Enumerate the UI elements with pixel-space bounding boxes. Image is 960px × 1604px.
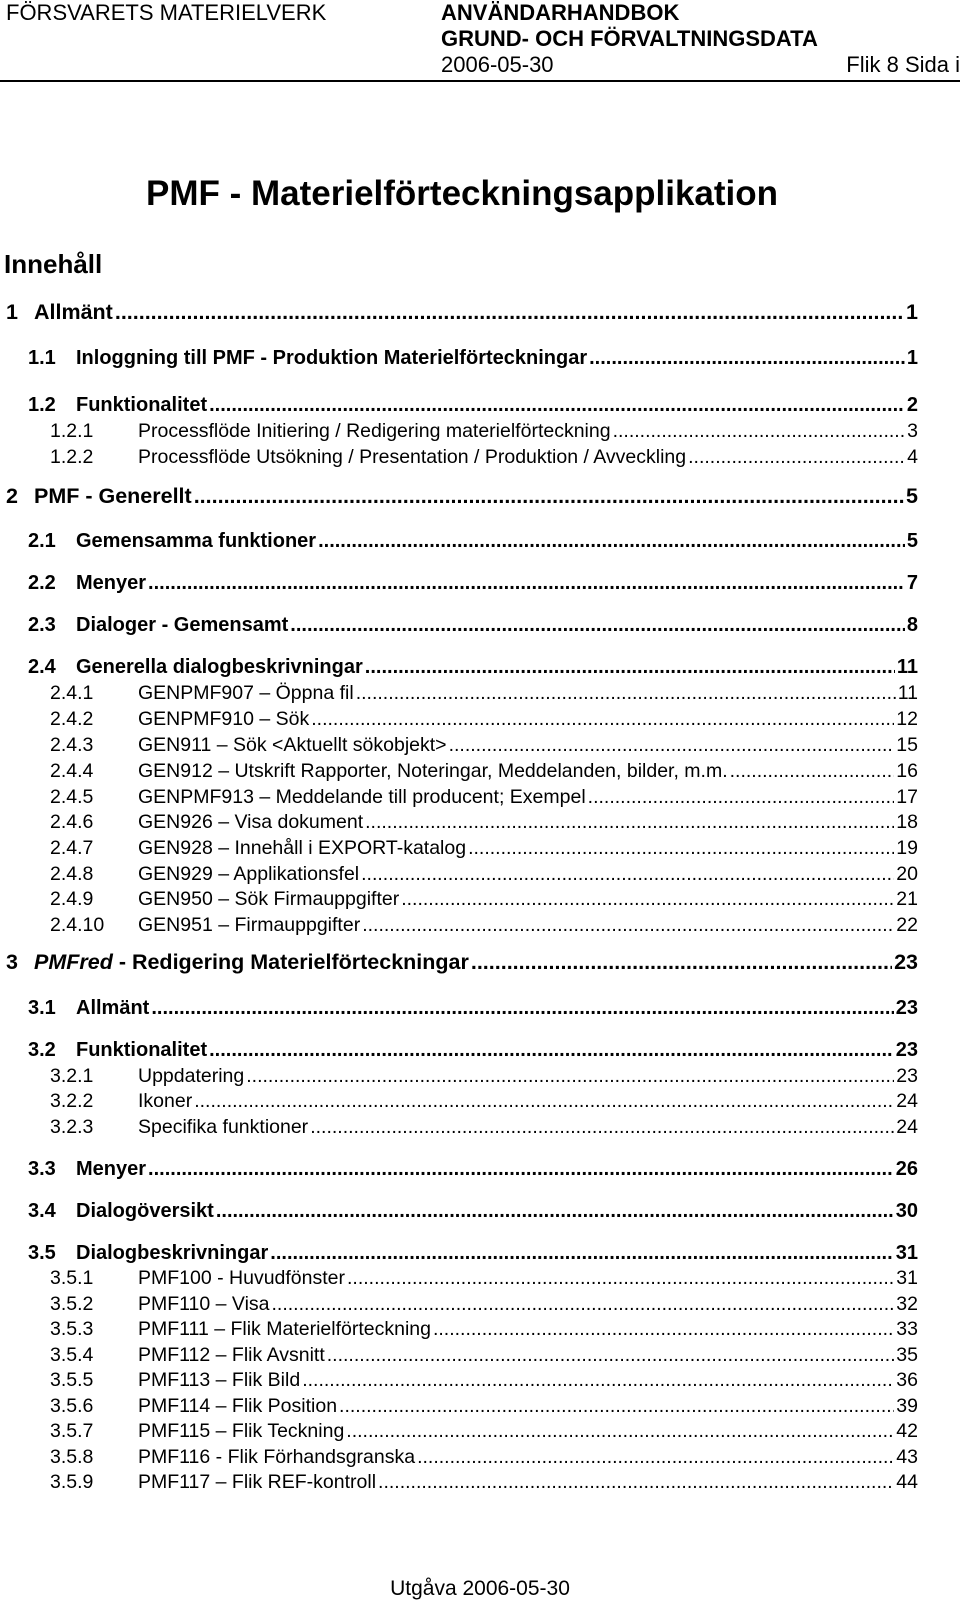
toc-title-text: GEN911 – Sök <Aktuellt sökobjekt> <box>138 734 447 756</box>
toc-page-number: 4 <box>907 446 918 468</box>
toc-title <box>34 950 469 975</box>
toc-number: 3.5.8 <box>50 1446 94 1468</box>
toc-leader-dots <box>216 1200 894 1223</box>
toc-title <box>76 614 288 637</box>
toc-leader-dots <box>688 446 905 469</box>
toc-number: 1.1 <box>28 347 56 369</box>
toc-page-number: 11 <box>896 656 918 678</box>
toc-page-number: 20 <box>896 863 918 885</box>
toc-number: 3.2.1 <box>50 1065 94 1087</box>
document-date: 2006-05-30 <box>441 52 554 77</box>
toc-title <box>76 1158 146 1181</box>
toc-title <box>138 1116 308 1139</box>
toc-title-text: GEN928 – Innehåll i EXPORT-katalog <box>138 837 467 859</box>
toc-page-number: 30 <box>895 1200 918 1222</box>
toc-title-text: Uppdatering <box>138 1065 245 1087</box>
toc-leader-dots <box>365 656 895 679</box>
toc-leader-dots <box>209 394 905 417</box>
toc-leader-dots <box>148 572 905 595</box>
toc-page-number: 7 <box>906 572 918 594</box>
toc-title <box>138 1471 376 1494</box>
toc-page-number: 21 <box>896 888 918 910</box>
toc-leader-dots <box>327 1344 895 1367</box>
toc-title <box>138 420 611 443</box>
document-title: PMF - Materielförteckningsapplikation <box>146 174 779 213</box>
toc-number: 3.5.9 <box>50 1471 94 1493</box>
page-footer: Utgåva 2006-05-30 <box>390 1577 570 1600</box>
toc-leader-dots <box>339 1395 894 1418</box>
toc-number: 2.4.7 <box>50 837 94 859</box>
toc-title <box>76 530 316 553</box>
toc-title <box>138 1318 431 1341</box>
toc-page-number: 1 <box>906 300 918 324</box>
toc-title <box>138 811 363 834</box>
toc-title <box>138 446 686 469</box>
toc-title <box>138 1369 300 1392</box>
toc-number: 3.3 <box>28 1158 56 1180</box>
toc-leader-dots <box>347 1267 894 1290</box>
toc-leader-dots <box>365 811 894 834</box>
toc-leader-dots <box>588 786 895 809</box>
toc-leader-dots <box>361 863 894 886</box>
toc-title <box>76 656 363 679</box>
toc-number: 2 <box>6 484 18 508</box>
toc-page-number: 31 <box>896 1267 918 1289</box>
toc-page-number: 3 <box>907 420 918 442</box>
toc-leader-dots <box>151 997 893 1020</box>
toc-leader-dots <box>471 950 892 975</box>
toc-page-number: 42 <box>896 1420 918 1442</box>
toc-number: 3.1 <box>28 997 56 1019</box>
toc-number: 2.4.3 <box>50 734 94 756</box>
toc-number: 3.2.2 <box>50 1090 94 1112</box>
toc-title-text: GEN950 – Sök Firmauppgifter <box>138 888 400 910</box>
toc-title-text: Allmänt <box>34 300 113 324</box>
toc-leader-dots <box>449 734 895 757</box>
toc-page-number: 8 <box>906 614 918 636</box>
toc-number: 3.2.3 <box>50 1116 94 1138</box>
toc-page-number: 11 <box>897 682 918 704</box>
toc-title-text: PMF117 – Flik REF-kontroll <box>138 1471 377 1493</box>
toc-title <box>138 1395 337 1418</box>
toc-leader-dots <box>346 1420 894 1443</box>
toc-page-number: 24 <box>896 1090 918 1112</box>
toc-leader-dots <box>378 1471 894 1494</box>
toc-title <box>76 1242 268 1265</box>
toc-leader-dots <box>468 837 894 860</box>
toc-page-number: 23 <box>895 997 918 1019</box>
toc-title <box>138 786 586 809</box>
toc-leader-dots <box>311 708 894 731</box>
toc-number: 3.5.4 <box>50 1344 94 1366</box>
toc-title-text: Ikoner <box>138 1090 193 1112</box>
toc-title-text: Processflöde Utsökning / Presentation / Produktion / Avveckling <box>138 446 687 468</box>
toc-title <box>138 837 466 860</box>
toc-page-number: 18 <box>896 811 918 833</box>
toc-number: 2.4.2 <box>50 708 94 730</box>
contents-heading: Innehåll <box>4 249 103 279</box>
toc-title-text: Funktionalitet <box>76 1039 208 1061</box>
toc-leader-dots <box>194 1090 894 1113</box>
toc-number: 3.2 <box>28 1039 56 1061</box>
toc-title-text: Inloggning till PMF - Produktion Materielförteckningar <box>76 347 588 369</box>
toc-leader-dots <box>148 1158 894 1181</box>
toc-number: 2.3 <box>28 614 56 636</box>
toc-title-text: PMF115 – Flik Teckning <box>138 1420 345 1442</box>
toc-leader-dots <box>318 530 905 553</box>
toc-leader-dots <box>270 1242 893 1265</box>
toc-title <box>76 1200 214 1223</box>
toc-title <box>76 347 587 370</box>
toc-title-text: Menyer <box>76 572 147 594</box>
toc-leader-dots <box>417 1446 894 1469</box>
toc-page-number: 19 <box>896 837 918 859</box>
toc-title <box>138 1267 345 1290</box>
toc-title <box>138 734 447 757</box>
toc-page-number: 31 <box>895 1242 918 1264</box>
toc-title-text: PMF114 – Flik Position <box>138 1395 338 1417</box>
toc-leader-dots <box>362 914 894 937</box>
toc-number: 2.4.5 <box>50 786 94 808</box>
toc-title <box>138 1420 344 1443</box>
toc-number: 3 <box>6 950 18 974</box>
toc-number: 3.5.7 <box>50 1420 94 1442</box>
toc-leader-dots <box>290 614 905 637</box>
toc-title-text: GENPMF907 – Öppna fil <box>138 682 354 704</box>
toc-leader-dots <box>730 760 895 783</box>
toc-page-number: 1 <box>906 347 918 369</box>
toc-number: 3.5.1 <box>50 1267 94 1289</box>
toc-title-text: GENPMF913 – Meddelande till producent; Exempel <box>138 786 586 808</box>
toc-title-text: PMF112 – Flik Avsnitt <box>138 1344 325 1366</box>
toc-title <box>138 1293 270 1316</box>
toc-title-text: PMF111 – Flik Materielförteckning <box>138 1318 431 1340</box>
toc-title <box>76 997 149 1020</box>
toc-title-text: PMF116 - Flik Förhandsgranska <box>138 1446 416 1468</box>
toc-leader-dots <box>433 1318 894 1341</box>
toc-number: 2.4 <box>28 656 56 678</box>
toc-page-number: 39 <box>896 1395 918 1417</box>
toc-number: 3.4 <box>28 1200 56 1222</box>
toc-number: 2.1 <box>28 530 56 552</box>
toc-leader-dots <box>209 1039 894 1062</box>
toc-title-text: PMF113 – Flik Bild <box>138 1369 301 1391</box>
toc-number: 2.4.1 <box>50 682 94 704</box>
toc-leader-dots <box>310 1116 894 1139</box>
toc-title <box>138 863 359 886</box>
toc-title <box>138 1344 325 1367</box>
toc-page-number: 5 <box>906 484 918 508</box>
toc-leader-dots <box>272 1293 895 1316</box>
toc-page-number: 22 <box>896 914 918 936</box>
toc-leader-dots <box>401 888 894 911</box>
toc-page-number: 12 <box>896 708 918 730</box>
document-type: ANVÄNDARHANDBOK <box>441 0 680 25</box>
toc-page-number: 23 <box>895 1039 918 1061</box>
toc-number: 3.5.2 <box>50 1293 94 1315</box>
toc-title-text: Processflöde Initiering / Redigering materielförteckning <box>138 420 611 442</box>
toc-title <box>138 1065 244 1088</box>
toc-title <box>76 394 207 417</box>
toc-title <box>138 888 399 911</box>
toc-title-text: Dialoger - Gemensamt <box>76 614 289 636</box>
toc-title-text: Dialogbeskrivningar <box>76 1242 269 1264</box>
toc-number: 3.5.6 <box>50 1395 94 1417</box>
toc-page-number: 44 <box>896 1471 918 1493</box>
toc-page-number: 33 <box>896 1318 918 1340</box>
toc-leader-dots <box>356 682 896 705</box>
toc-title-text: Dialogöversikt <box>76 1200 214 1222</box>
organization-name: FÖRSVARETS MATERIELVERK <box>6 0 327 25</box>
toc-page-number: 5 <box>906 530 918 552</box>
toc-title-text: Funktionalitet <box>76 394 208 416</box>
toc-page-number: 24 <box>896 1116 918 1138</box>
toc-title-text: Specifika funktioner <box>138 1116 309 1138</box>
toc-title-text: PMF110 – Visa <box>138 1293 270 1315</box>
toc-page-number: 23 <box>896 1065 918 1087</box>
toc-number: 3.5 <box>28 1242 56 1264</box>
tab-page-number: Flik 8 Sida i <box>846 52 960 77</box>
toc-number: 2.4.9 <box>50 888 94 910</box>
toc-leader-dots <box>115 300 904 325</box>
toc-title <box>138 914 360 937</box>
toc-title-text: PMF100 - Huvudfönster <box>138 1267 346 1289</box>
toc-number: 2.4.10 <box>50 914 105 936</box>
toc-title <box>76 1039 207 1062</box>
toc-title <box>138 682 354 705</box>
toc-title-text: Menyer <box>76 1158 147 1180</box>
toc-title <box>138 760 728 783</box>
toc-page-number: 32 <box>896 1293 918 1315</box>
toc-leader-dots <box>302 1369 894 1392</box>
toc-title-text: Generella dialogbeskrivningar <box>76 656 363 678</box>
toc-number: 1.2.2 <box>50 446 94 468</box>
toc-page-number: 26 <box>895 1158 918 1180</box>
toc-title-text: GEN912 – Utskrift Rapporter, Noteringar, Meddelanden, bilder, m.m. <box>138 760 728 782</box>
toc-leader-dots <box>589 347 905 370</box>
toc-title <box>34 484 192 509</box>
toc-title-text: GEN951 – Firmauppgifter <box>138 914 361 936</box>
toc-number: 3.5.5 <box>50 1369 94 1391</box>
toc-title-text: Allmänt <box>76 997 150 1019</box>
toc-page-number: 36 <box>896 1369 918 1391</box>
toc-title-text: GEN926 – Visa dokument <box>138 811 364 833</box>
toc-title <box>138 1090 192 1113</box>
toc-page-number: 15 <box>896 734 918 756</box>
toc-page-number: 35 <box>896 1344 918 1366</box>
toc-title-text: - Redigering Materielförteckningar <box>112 950 469 974</box>
toc-page-number: 2 <box>906 394 918 416</box>
toc-title <box>138 1446 415 1469</box>
toc-title-text: PMF - Generellt <box>34 484 192 508</box>
toc-page-number: 17 <box>896 786 918 808</box>
toc-title <box>76 572 146 595</box>
toc-number: 2.2 <box>28 572 56 594</box>
toc-page-number: 16 <box>896 760 918 782</box>
toc-title <box>138 708 309 731</box>
toc-number: 1.2 <box>28 394 56 416</box>
toc-number: 1.2.1 <box>50 420 94 442</box>
toc-title-text: GEN929 – Applikationsfel <box>138 863 360 885</box>
toc-leader-dots <box>246 1065 894 1088</box>
toc-title-text: Gemensamma funktioner <box>76 530 317 552</box>
toc-leader-dots <box>194 484 904 509</box>
toc-page-number: 43 <box>896 1446 918 1468</box>
toc-number: 3.5.3 <box>50 1318 94 1340</box>
toc-number: 2.4.6 <box>50 811 94 833</box>
toc-number: 2.4.4 <box>50 760 94 782</box>
toc-leader-dots <box>613 420 906 443</box>
toc-number: 1 <box>6 300 18 324</box>
document-subject: GRUND- OCH FÖRVALTNINGSDATA <box>441 26 818 51</box>
toc-title <box>34 300 113 325</box>
toc-title-text: GENPMF910 – Sök <box>138 708 310 730</box>
toc-page-number: 23 <box>894 950 918 974</box>
toc-title-italic: PMFred <box>34 950 113 974</box>
toc-number: 2.4.8 <box>50 863 94 885</box>
